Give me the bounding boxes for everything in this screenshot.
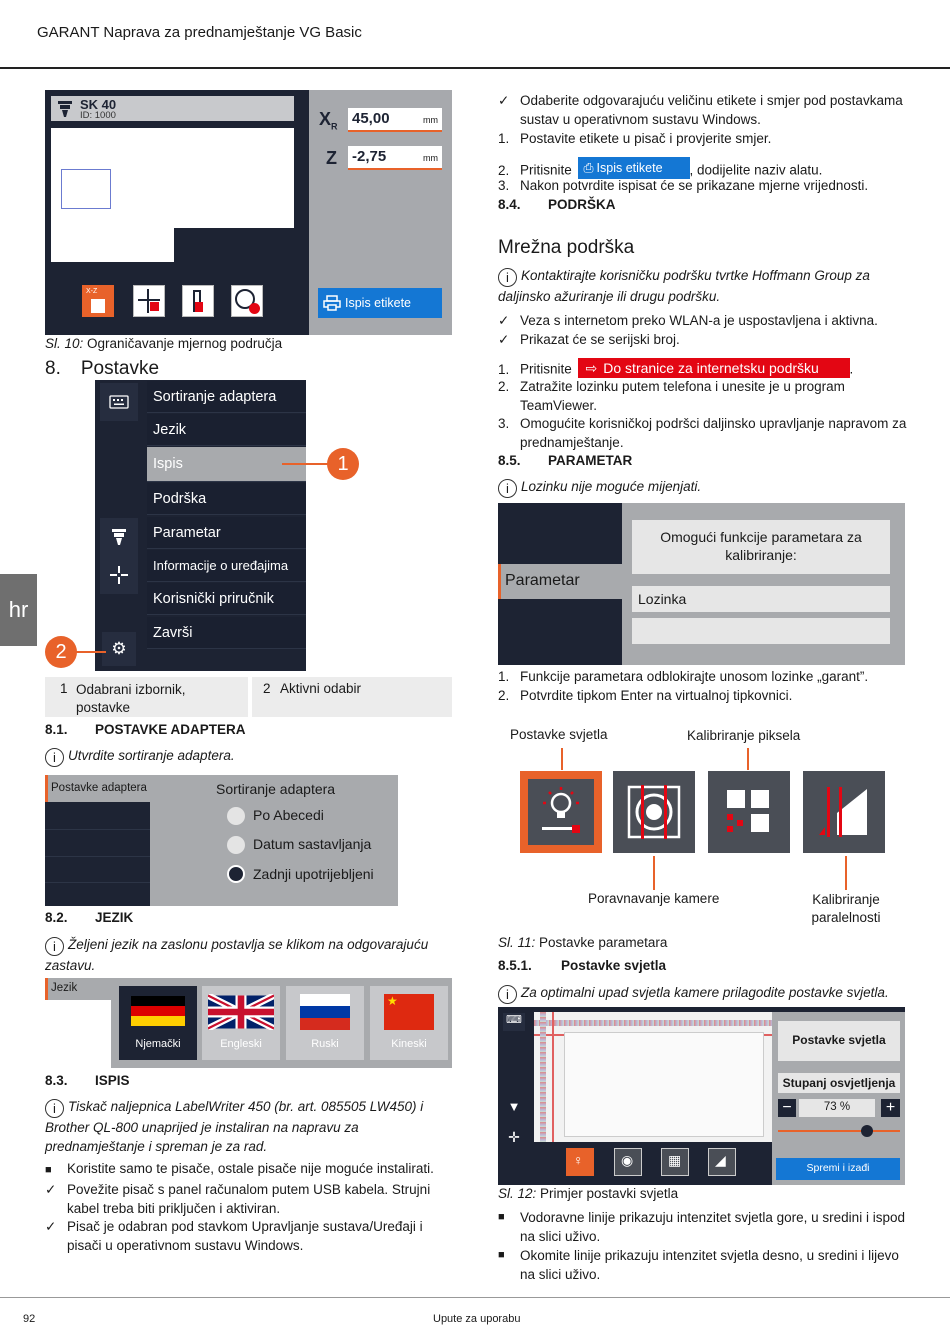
section-8-1-heading <box>45 722 246 737</box>
adapter-panel-label[interactable]: Postavke adaptera <box>45 775 150 802</box>
list-text: Pisač je odabran pod stavkom Upravljanje sustava/Uređaji i pisači u operativnom sustavu Windows. <box>67 1219 423 1253</box>
menu-item-adapter-sort[interactable]: Sortiranje adaptera <box>147 381 306 413</box>
list-item: ■ Okomite linije prikazuju intenzitet svjetla desno, u sredini i lijevo na slici uživo. <box>498 1246 908 1284</box>
radio-assembly-date[interactable] <box>227 836 245 854</box>
z-value: -2,75 <box>352 148 387 165</box>
note-8-1 <box>45 746 235 767</box>
list-text: Pritisnite <box>520 361 572 377</box>
parallel-tab-button[interactable] <box>708 1148 736 1176</box>
slider-knob[interactable] <box>861 1125 873 1137</box>
flag-english[interactable] <box>202 986 280 1060</box>
figure-11-caption <box>498 935 667 950</box>
list-item: 1. Postavite etikete u pisač i provjerite smjer. <box>498 131 772 146</box>
radio-alphabetical[interactable] <box>227 807 245 825</box>
enable-parameter-box: Omogući funkcije parametara za kalibriranje: <box>632 520 890 574</box>
parameter-panel <box>498 503 905 665</box>
xz-range-button[interactable]: X-Z <box>82 285 114 317</box>
callout-2-line <box>76 651 106 653</box>
list-text: Povežite pisač s panel računalom putem USB kabela. Strujni kabel treba biti priključen i aktiviran. <box>67 1182 431 1216</box>
page-number: 92 <box>23 1313 36 1325</box>
tool-holder-icon <box>111 528 127 546</box>
footer-rule <box>0 1297 950 1298</box>
note-text: Kontaktirajte korisničku podršku tvrtke Hoffmann Group za daljinsko ažuriranje ili drugu podršku. <box>498 268 870 304</box>
list-text: Vodoravne linije prikazuju intenzitet svjetla gore, u sredini i ispod na slici uživo. <box>520 1210 905 1244</box>
caption-number: Sl. 11: <box>498 935 536 950</box>
section-title: ISPIS <box>95 1073 130 1088</box>
tool-holder-icon <box>57 100 73 118</box>
caption-number: Sl. 10: <box>45 336 84 351</box>
option-alphabetical: Po Abecedi <box>253 807 324 823</box>
section-8-4-heading <box>498 197 616 212</box>
lang-chinese: Kineski <box>391 1038 427 1050</box>
menu-item-support[interactable]: Podrška <box>147 483 306 515</box>
tool-holder-icon[interactable]: ▼ <box>507 1099 521 1114</box>
section-8-5-1-heading <box>498 958 666 973</box>
pixel-grid-icon <box>725 788 773 836</box>
note-text: Za optimalni upad svjetla kamere prilagodite postavke svjetla. <box>521 985 889 1000</box>
info-icon: i <box>498 985 517 1004</box>
pixel-calibration-tile[interactable] <box>708 771 790 853</box>
password-input[interactable] <box>632 618 890 644</box>
external-link-icon: ⇨ <box>585 359 598 376</box>
crosshair-nav-button[interactable] <box>100 556 138 594</box>
section-number: 8.5.1. <box>498 958 532 973</box>
illumination-level-label: Stupanj osvjetljenja <box>778 1073 900 1093</box>
language-panel-label[interactable]: Jezik <box>45 978 111 1000</box>
z-value-field <box>348 146 442 170</box>
section-8-heading <box>45 358 159 380</box>
list-item: 2. Potvrdite tipkom Enter na virtualnoj tipkovnici. <box>498 688 793 703</box>
section-8-3-heading <box>45 1073 130 1088</box>
x-value: 45,00 <box>352 110 390 127</box>
pointer-line <box>747 748 749 770</box>
list-item: 1. Pritisnite ⇨ Do stranice za internetsku podršku . <box>498 359 854 377</box>
section-number: 8. <box>45 358 61 379</box>
list-text: Prikazat će se serijski broj. <box>520 332 680 347</box>
list-text: Okomite linije prikazuju intenzitet svjetla desno, u sredini i lijevo na slici uživo. <box>520 1248 899 1282</box>
lang-russian: Ruski <box>311 1038 339 1050</box>
callout-1: 1 <box>327 448 359 480</box>
online-support-button[interactable] <box>578 358 850 378</box>
figure-12-caption <box>498 1186 678 1201</box>
note-8-5-1 <box>498 983 889 1004</box>
list-text: Odaberite odgovarajuću veličinu etikete i smjer pod postavkama sustav u operativnom sustavu Windows. <box>520 93 903 127</box>
zoom-button[interactable] <box>231 285 263 317</box>
adapter-settings-panel <box>45 775 398 906</box>
option-assembly-date: Datum sastavljanja <box>253 836 372 852</box>
header-rule <box>0 67 950 69</box>
list-item: 3. Omogućite korisničkoj podršci daljinsko upravljanje napravom za prednamještanje. <box>498 416 907 450</box>
list-text: Nakon potvrdite ispisat će se prikazane mjerne vrijednosti. <box>520 178 869 193</box>
list-text: Potvrdite tipkom Enter na virtualnoj tipkovnici. <box>520 688 793 703</box>
language-tab: hr <box>0 574 37 646</box>
list-item: 1. Funkcije parametara odblokirajte unosom lozinke „garant”. <box>498 669 869 684</box>
info-icon: i <box>498 268 517 287</box>
note-8-4 <box>498 266 908 306</box>
list-text: . <box>849 361 854 377</box>
light-bulb-icon <box>538 785 584 839</box>
label-light-settings: Postavke svjetla <box>510 727 608 742</box>
list-text: Omogućite korisničkoj podršci daljinsko upravljanje napravom za prednamještanje. <box>520 416 907 450</box>
callout-1-line <box>282 463 328 465</box>
tool-holder-button[interactable] <box>100 518 138 556</box>
list-text: Pritisnite <box>520 162 572 178</box>
flag-russian[interactable] <box>286 986 364 1060</box>
parallel-calibration-tile[interactable] <box>803 771 885 853</box>
note-8-2 <box>45 935 445 975</box>
legend-text-2: Aktivni odabir <box>280 681 362 696</box>
section-number: 8.1. <box>45 722 68 737</box>
note-text: Utvrdite sortiranje adaptera. <box>68 748 235 763</box>
figure-10-caption <box>45 336 282 351</box>
lang-german: Njemački <box>135 1038 181 1050</box>
option-last-used: Zadnji upotrijebljeni <box>253 866 374 882</box>
figure-measuring-range <box>45 90 452 335</box>
list-item: 3. Nakon potvrdite ispisat će se prikazane mjerne vrijednosti. <box>498 178 869 193</box>
crosshair-icon <box>109 565 129 585</box>
camera-target-icon <box>627 785 681 839</box>
section-8-5-heading <box>498 453 632 468</box>
note-text: Tiskač naljepnica LabelWriter 450 (br. art. 085505 LW450) i Brother QL-800 unaprijed je instaliran na napravu za prednamještanje i spreman je za rad. <box>45 1099 424 1154</box>
pointer-line <box>653 856 655 890</box>
list-text: , dodijelite naziv alatu. <box>689 162 823 178</box>
crosshair-button[interactable] <box>133 285 165 317</box>
section-number: 8.4. <box>498 197 521 212</box>
caption-text: Postavke parametara <box>539 935 668 950</box>
selection-frame[interactable] <box>61 169 111 209</box>
list-text: Funkcije parametara odblokirajte unosom lozinke „garant”. <box>520 669 869 684</box>
list-item: ■ Vodoravne linije prikazuju intenzitet svjetla gore, u sredini i ispod na slici uživo. <box>498 1208 908 1246</box>
keyboard-icon <box>109 395 129 409</box>
section-number: 8.5. <box>498 453 521 468</box>
section-title: PODRŠKA <box>548 197 616 212</box>
list-item: 2. Zatražite lozinku putem telefona i unesite je u program TeamViewer. <box>498 377 908 415</box>
menu-item-print[interactable]: Ispis <box>147 447 306 482</box>
lang-english: Engleski <box>220 1038 262 1050</box>
settings-button[interactable] <box>102 632 136 666</box>
info-icon: i <box>498 479 517 498</box>
button-label: Ispis etikete <box>596 160 663 175</box>
drill-button[interactable] <box>182 285 214 317</box>
caption-text: Ograničavanje mjernog područja <box>87 336 283 351</box>
flag-chinese[interactable] <box>370 986 448 1060</box>
decrease-button[interactable]: − <box>778 1099 796 1117</box>
printer-icon: ⎙ <box>583 160 594 175</box>
x-value-field <box>348 108 442 132</box>
uk-flag-icon <box>208 994 274 1030</box>
list-text: Postavite etikete u pisač i provjerite smjer. <box>520 131 772 146</box>
tool-title-bar <box>51 96 294 121</box>
gear-icon: ⚙ <box>111 639 127 658</box>
z-unit: mm <box>423 153 438 163</box>
pixel-tab-button[interactable] <box>661 1148 689 1176</box>
list-item: ✓ Veza s internetom preko WLAN-a je uspostavljena i aktivna. <box>498 313 878 328</box>
section-title: PARAMETAR <box>548 453 633 468</box>
section-number: 8.3. <box>45 1073 68 1088</box>
menu-item-manual[interactable]: Korisnički priručnik <box>147 583 306 615</box>
list-text: Koristite samo te pisače, ostale pisače nije moguće instalirati. <box>67 1161 434 1176</box>
info-icon: i <box>45 937 64 956</box>
button-label: Do stranice za internetsku podršku <box>603 359 819 376</box>
section-title: JEZIK <box>95 910 134 925</box>
live-light-image <box>534 1012 772 1142</box>
light-tab-button[interactable] <box>566 1148 594 1176</box>
section-title: Postavke <box>80 358 160 379</box>
note-text: Željeni jezik na zaslonu postavlja se klikom na odgovarajuću zastavu. <box>45 937 429 973</box>
list-item: 2. Pritisnite ⎙ Ispis etikete , dodijelite naziv alatu. <box>498 157 908 180</box>
keyboard-button[interactable] <box>100 383 138 421</box>
light-settings-tile[interactable] <box>520 771 602 853</box>
pointer-line <box>561 748 563 770</box>
camera-tab-button[interactable] <box>614 1148 642 1176</box>
star-icon: ★ <box>387 994 398 1008</box>
print-label-button[interactable] <box>318 288 442 318</box>
caption-number: Sl. 12: <box>498 1186 537 1201</box>
network-support-heading: Mrežna podrška <box>498 237 635 258</box>
light-settings-panel <box>498 1007 905 1185</box>
camera-alignment-tile[interactable] <box>613 771 695 853</box>
note-8-3 <box>45 1097 455 1156</box>
parallel-icon: ◢ <box>715 1152 726 1168</box>
x-axis-label: X <box>319 109 332 129</box>
legend-text-1: Odabrani izbornik, postavke <box>76 682 186 715</box>
parameter-panel-label[interactable]: Parametar <box>498 564 622 599</box>
z-axis-label: Z <box>326 148 337 168</box>
info-icon: i <box>45 1099 64 1118</box>
label-pixel-calibration: Kalibriranje piksela <box>687 728 801 743</box>
label-camera-alignment: Poravnavanje kamere <box>588 891 720 906</box>
list-item: ✓ Pisač je odabran pod stavkom Upravljanje sustava/Uređaji i pisači u operativnom sustavu Windows. <box>45 1217 455 1255</box>
light-bulb-icon: ♀ <box>573 1152 584 1168</box>
pointer-line <box>845 856 847 890</box>
illumination-value: 73 % <box>799 1099 875 1117</box>
list-item: ✓ Povežite pisač s panel računalom putem USB kabela. Strujni kabel treba biti priključen i aktiviran. <box>45 1180 455 1218</box>
menu-item-exit[interactable]: Završi <box>147 617 306 649</box>
note-8-5 <box>498 477 701 498</box>
page-header: GARANT Naprava za prednamještanje VG Basic <box>37 24 362 41</box>
section-title: POSTAVKE ADAPTERA <box>95 722 246 737</box>
print-label-text: Ispis etikete <box>345 296 412 310</box>
list-item: ■ Koristite samo te pisače, ostale pisače nije moguće instalirati. <box>45 1161 434 1176</box>
x-axis-sub: R <box>331 121 338 132</box>
section-number: 8.2. <box>45 910 68 925</box>
menu-item-parameter[interactable]: Parametar <box>147 517 306 549</box>
crosshair-icon[interactable]: ✛ <box>508 1129 520 1145</box>
illumination-slider[interactable] <box>778 1130 900 1132</box>
figure-legend <box>45 677 452 717</box>
list-item: ✓ Odaberite odgovarajuću veličinu etikete i smjer pod postavkama sustav u operativnom sustavu Windows. <box>498 91 908 129</box>
save-exit-button[interactable]: Spremi i izađi <box>776 1158 900 1180</box>
parallel-icon <box>817 785 871 839</box>
flag-german[interactable] <box>119 986 197 1060</box>
caption-text: Primjer postavki svjetla <box>540 1186 679 1201</box>
list-text: Veza s internetom preko WLAN-a je uspostavljena i aktivna. <box>520 313 878 328</box>
keyboard-icon[interactable]: ⌨ <box>503 1013 525 1031</box>
section-title: Postavke svjetla <box>561 958 667 973</box>
footer-title: Upute za uporabu <box>433 1313 521 1325</box>
printer-icon <box>323 295 341 311</box>
list-item: ✓ Prikazat će se serijski broj. <box>498 332 680 347</box>
light-settings-title: Postavke svjetla <box>778 1021 900 1061</box>
list-text: Zatražite lozinku putem telefona i unesite je u program TeamViewer. <box>520 379 845 413</box>
tool-name: SK 40 <box>80 97 117 112</box>
note-text: Lozinku nije moguće mijenjati. <box>521 479 702 494</box>
callout-2: 2 <box>45 636 77 668</box>
legend-num-2: 2 <box>263 681 271 696</box>
language-panel <box>45 978 452 1068</box>
menu-item-device-info[interactable]: Informacije o uređajima <box>147 550 306 582</box>
label-parallel-calibration: Kalibriranje paralelnosti <box>811 892 881 925</box>
x-unit: mm <box>423 115 438 125</box>
increase-button[interactable]: + <box>881 1099 900 1117</box>
tool-id: ID: 1000 <box>80 110 116 121</box>
pixel-grid-icon: ▦ <box>668 1152 682 1168</box>
adapter-sort-title: Sortiranje adaptera <box>216 781 336 797</box>
info-icon: i <box>45 748 64 767</box>
menu-item-language[interactable]: Jezik <box>147 414 306 446</box>
live-image <box>51 128 294 262</box>
legend-num-1: 1 <box>60 681 68 696</box>
password-field[interactable]: Lozinka <box>632 586 890 612</box>
section-8-2-heading <box>45 910 133 925</box>
camera-target-icon: ◉ <box>621 1152 634 1168</box>
radio-last-used[interactable] <box>227 865 245 883</box>
